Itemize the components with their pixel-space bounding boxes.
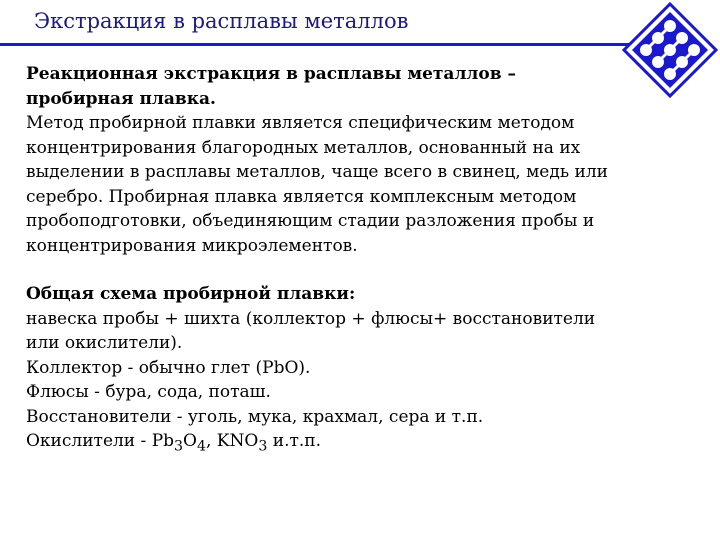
section2-heading: Общая схема пробирной плавки: [26,284,356,304]
subscript: 3 [174,438,184,455]
oxidizers-suffix: и.т.п. [267,431,322,451]
oxidizers-mid2: , KNO [205,431,259,451]
section1-body-line: концентрирования благородных металлов, основанный на их [26,137,581,158]
subscript: 4 [196,438,206,455]
section2-line: навеска пробы + шихта (коллектор + флюсы+ восстановители [26,308,596,329]
section1-heading-line1: Реакционная экстракция в расплавы металлов – [26,64,516,84]
collector-line: Коллектор - обычно глет (PbO). [26,357,311,378]
section1-body-line: выделении в расплавы металлов, чаще всего в свинец, медь или [26,162,608,182]
section1-heading-line2: пробирная плавка. [26,88,216,109]
subscript: 3 [258,438,268,455]
slide-content [26,62,696,459]
section2-line: или окислители). [26,333,183,353]
section1-body-line: пробоподготовки, объединяющим стадии разложения пробы и [26,211,595,231]
slide-title: Экстракция в расплавы металлов [34,9,409,33]
reducers-line: Восстановители - уголь, мука, крахмал, сера и т.п. [26,406,484,427]
paragraph-gap [26,258,696,282]
oxidizers-line [26,429,696,459]
section1-body-line: концентрирования микроэлементов. [26,235,358,256]
oxidizers-prefix: Окислители - Pb [26,431,175,451]
title-underline [0,43,640,46]
section1-body-line: серебро. Пробирная плавка является комплексным методом [26,186,577,207]
fluxes-line: Флюсы - бура, сода, поташ. [26,382,271,402]
section1-body-line: Метод пробирной плавки является специфическим методом [26,113,575,133]
oxidizers-mid: O [183,431,197,451]
